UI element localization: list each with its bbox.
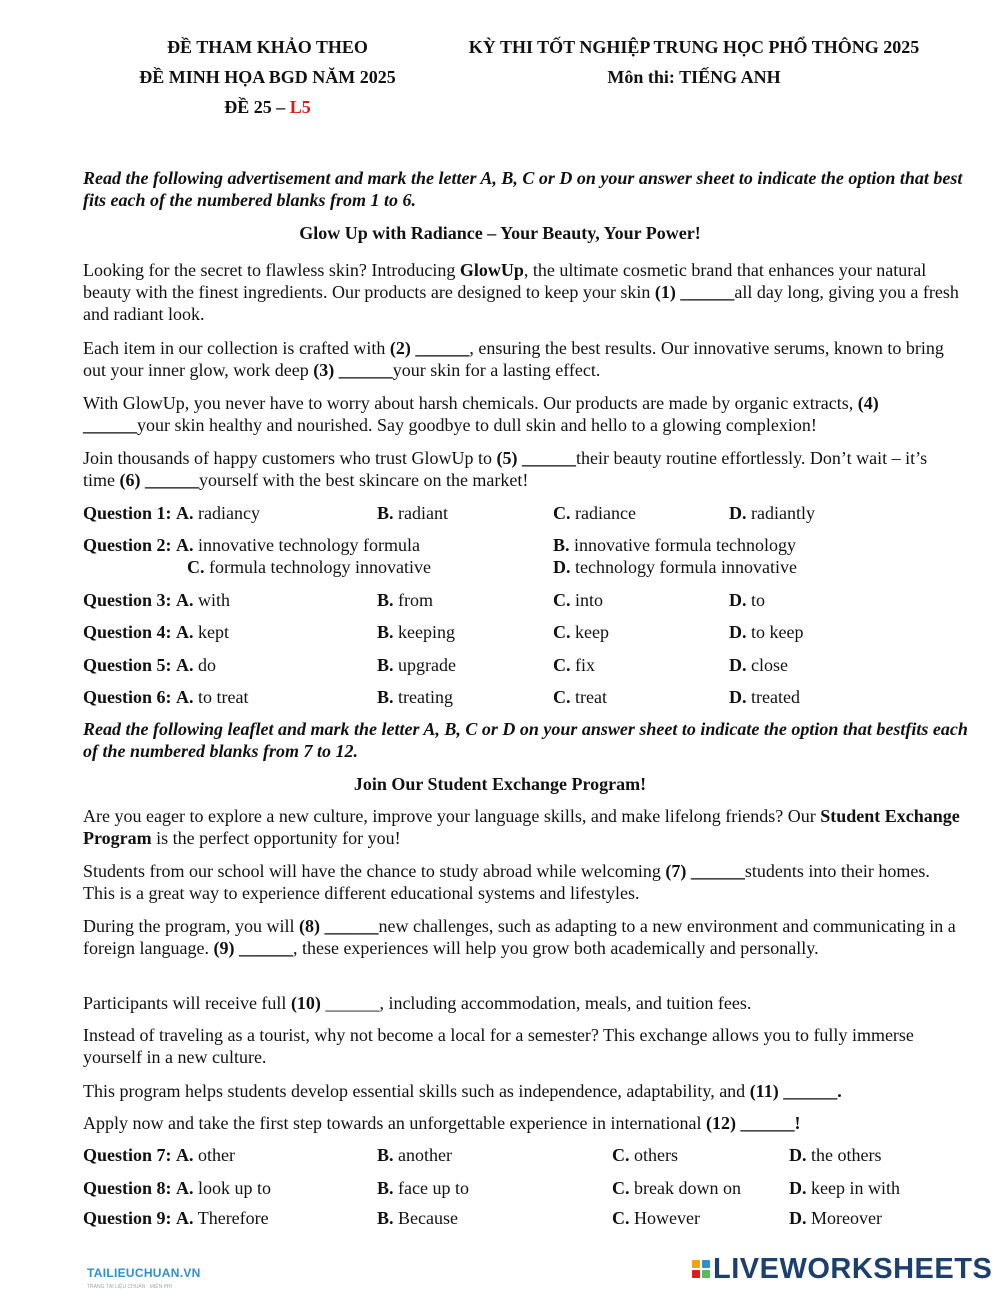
question-label: Question 5: bbox=[83, 655, 172, 675]
section2-paragraph-2: Students from our school will have the chance to study abroad while welcoming (7) ______students into their homes. This is a great way to experience different educational systems and lifestyles. bbox=[83, 861, 930, 903]
liveworksheets-text: LIVEWORKSHEETS bbox=[713, 1253, 993, 1285]
question-4 bbox=[83, 621, 963, 643]
option-b[interactable]: B. face up to bbox=[377, 1178, 469, 1198]
liveworksheets-icon bbox=[692, 1260, 710, 1278]
option-c[interactable]: C. However bbox=[612, 1208, 700, 1228]
question-3 bbox=[83, 589, 963, 611]
option-d[interactable]: D. the others bbox=[789, 1145, 882, 1165]
exam-subject: Môn thi: TIẾNG ANH bbox=[607, 67, 781, 87]
section1-paragraph-4: Join thousands of happy customers who trust GlowUp to (5) ______their beauty routine effortlessly. Don’t wait – it’s time (6) ______yourself with the best skincare on the market! bbox=[83, 448, 928, 490]
section2-title: Join Our Student Exchange Program! bbox=[353, 774, 647, 794]
tailieuchuan-text: TAILIEUCHUAN.VN bbox=[87, 1266, 201, 1280]
option-b[interactable]: B. from bbox=[377, 590, 434, 610]
blank: ______ bbox=[675, 282, 735, 302]
option-c[interactable]: C. keep bbox=[553, 622, 609, 642]
exam-code-level: L5 bbox=[289, 97, 311, 117]
option-a[interactable]: A. to treat bbox=[176, 687, 249, 707]
question-2 bbox=[83, 534, 963, 578]
option-c[interactable]: C. fix bbox=[553, 655, 595, 675]
option-d[interactable]: D. Moreover bbox=[789, 1208, 882, 1228]
question-1 bbox=[83, 502, 963, 524]
question-7 bbox=[83, 1144, 963, 1166]
option-a[interactable]: A. radiancy bbox=[176, 503, 260, 523]
header-left-line1: ĐỀ THAM KHẢO THEO bbox=[167, 37, 368, 57]
liveworksheets-logo[interactable] bbox=[692, 1254, 992, 1284]
question-label: Question 8: bbox=[83, 1178, 172, 1198]
section1-paragraph-2: Each item in our collection is crafted with (2) ______, ensuring the best results. Our innovative serums, known to bring out your inner glow, work deep (3) ______your skin for a lasting effect. bbox=[83, 338, 944, 380]
question-label: Question 2: bbox=[83, 535, 172, 555]
option-d[interactable]: D. to bbox=[729, 590, 766, 610]
blank: ______! bbox=[735, 1113, 801, 1133]
tailieuchuan-logo[interactable] bbox=[87, 1262, 201, 1290]
option-b[interactable]: B. another bbox=[377, 1145, 452, 1165]
question-6 bbox=[83, 686, 963, 708]
blank-number: (10) bbox=[290, 993, 321, 1013]
option-c[interactable]: C. formula technology innovative bbox=[187, 557, 431, 577]
blank: ______ bbox=[517, 448, 576, 468]
header-right bbox=[440, 36, 948, 88]
option-b[interactable]: B. innovative formula technology bbox=[553, 535, 796, 555]
question-label: Question 3: bbox=[83, 590, 172, 610]
option-c[interactable]: C. into bbox=[553, 590, 604, 610]
blank-number: (9) bbox=[213, 938, 235, 958]
tailieuchuan-tagline: TRANG TÀI LIỆU CHUẨN · MIỄN PHÍ bbox=[87, 1284, 172, 1290]
question-label: Question 1: bbox=[83, 503, 172, 523]
option-b[interactable]: B. keeping bbox=[377, 622, 455, 642]
option-a[interactable]: A. with bbox=[176, 590, 231, 610]
blank: ______ bbox=[410, 338, 470, 358]
question-label: Question 6: bbox=[83, 687, 172, 707]
section1-title: Glow Up with Radiance – Your Beauty, Your Power! bbox=[299, 223, 701, 243]
blank: ______ bbox=[83, 415, 137, 435]
option-a[interactable]: A. do bbox=[176, 655, 217, 675]
section2-paragraph-5: Instead of traveling as a tourist, why not become a local for a semester? This exchange allows you to fully immerse yourself in a new culture. bbox=[83, 1025, 914, 1067]
exam-code bbox=[110, 96, 425, 118]
option-d[interactable]: D. technology formula innovative bbox=[553, 557, 797, 577]
option-c[interactable]: C. treat bbox=[553, 687, 607, 707]
section2-paragraph-7: Apply now and take the first step towards an unforgettable experience in international (12) ______! bbox=[83, 1113, 801, 1133]
question-9 bbox=[83, 1207, 963, 1229]
question-5 bbox=[83, 654, 963, 676]
option-c[interactable]: C. break down on bbox=[612, 1178, 741, 1198]
blank: ______ bbox=[140, 470, 199, 490]
exam-code-prefix: ĐỀ 25 – bbox=[224, 97, 286, 117]
section2-paragraph-6: This program helps students develop essential skills such as independence, adaptability, and (11) ______. bbox=[83, 1081, 842, 1101]
question-label: Question 9: bbox=[83, 1208, 172, 1228]
header-left bbox=[110, 36, 425, 118]
section2-paragraph-3: During the program, you will (8) ______new challenges, such as adapting to a new environment and communicating in a foreign language. (9) ______, these experiences will help you grow both academically and personally. bbox=[83, 916, 956, 958]
option-d[interactable]: D. keep in with bbox=[789, 1178, 900, 1198]
blank: ______ bbox=[319, 916, 379, 936]
blank-number: (11) bbox=[749, 1081, 779, 1101]
blank-number: (7) bbox=[665, 861, 687, 881]
blank-number: (8) bbox=[298, 916, 320, 936]
exam-title: KỲ THI TỐT NGHIỆP TRUNG HỌC PHỔ THÔNG 2025 bbox=[468, 37, 920, 57]
blank: ______ bbox=[334, 360, 393, 380]
option-b[interactable]: B. radiant bbox=[377, 503, 448, 523]
blank: ______ bbox=[686, 861, 745, 881]
program-name: Student Exchange Program bbox=[83, 806, 960, 848]
option-a[interactable]: A. look up to bbox=[176, 1178, 272, 1198]
option-b[interactable]: B. Because bbox=[377, 1208, 458, 1228]
blank-number: (12) bbox=[705, 1113, 736, 1133]
blank-number: (1) bbox=[654, 282, 676, 302]
option-d[interactable]: D. treated bbox=[729, 687, 800, 707]
section1-paragraph-1: Looking for the secret to flawless skin? Introducing GlowUp, the ultimate cosmetic brand that enhances your natural beauty with the finest ingredients. Our products are designed to keep your skin (1) ______all day long, giving you a fresh and radiant look. bbox=[83, 260, 959, 324]
question-8 bbox=[83, 1177, 963, 1199]
option-d[interactable]: D. to keep bbox=[729, 622, 804, 642]
option-c[interactable]: C. others bbox=[612, 1145, 678, 1165]
blank-number: (6) bbox=[119, 470, 141, 490]
blank: ______ bbox=[234, 938, 293, 958]
option-a[interactable]: A. innovative technology formula bbox=[176, 535, 420, 555]
blank-number: (5) bbox=[496, 448, 518, 468]
section2-paragraph-4: Participants will receive full (10) ______, including accommodation, meals, and tuition fees. bbox=[83, 993, 752, 1013]
option-d[interactable]: D. radiantly bbox=[729, 503, 815, 523]
blank: ______ bbox=[320, 993, 380, 1013]
question-label: Question 7: bbox=[83, 1145, 172, 1165]
option-b[interactable]: B. treating bbox=[377, 687, 453, 707]
section2-instruction: Read the following leaflet and mark the letter A, B, C or D on your answer sheet to indicate the option that bestfits each of the numbered blanks from 7 to 12. bbox=[83, 719, 968, 761]
option-a[interactable]: A. kept bbox=[176, 622, 230, 642]
section1-instruction: Read the following advertisement and mark the letter A, B, C or D on your answer sheet to indicate the option that best fits each of the numbered blanks from 1 to 6. bbox=[83, 168, 963, 210]
header-left-line2: ĐỀ MINH HỌA BGD NĂM 2025 bbox=[139, 67, 396, 87]
option-c[interactable]: C. radiance bbox=[553, 503, 636, 523]
blank-number: (4) bbox=[857, 393, 879, 413]
section2-paragraph-1: Are you eager to explore a new culture, improve your language skills, and make lifelong friends? Our Student Exchange Program is the perfect opportunity for you! bbox=[83, 806, 960, 848]
option-b[interactable]: B. upgrade bbox=[377, 655, 456, 675]
option-d[interactable]: D. close bbox=[729, 655, 788, 675]
blank: ______. bbox=[778, 1081, 842, 1101]
blank-number: (2) bbox=[389, 338, 411, 358]
blank-number: (3) bbox=[313, 360, 335, 380]
option-a[interactable]: A. other bbox=[176, 1145, 235, 1165]
brand-name: GlowUp bbox=[459, 260, 524, 280]
option-a[interactable]: A. Therefore bbox=[176, 1208, 269, 1228]
question-label: Question 4: bbox=[83, 622, 172, 642]
section1-paragraph-3: With GlowUp, you never have to worry about harsh chemicals. Our products are made by organic extracts, (4) ______your skin healthy and nourished. Say goodbye to dull skin and hello to a glowing complexion! bbox=[83, 393, 879, 435]
